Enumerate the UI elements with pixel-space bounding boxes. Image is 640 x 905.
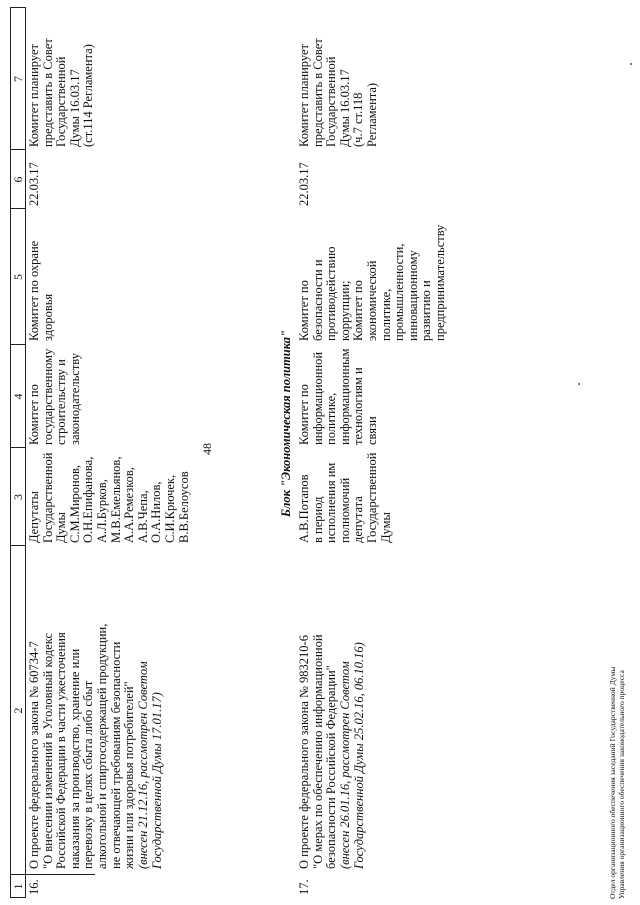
col-header-5: 5	[11, 274, 25, 280]
col-header-7: 7	[11, 76, 25, 82]
responsible-committee: Комитет по государственному строительству и законодательству	[27, 348, 82, 445]
col-1-border	[10, 874, 95, 875]
scan-speck	[578, 383, 580, 385]
col-header-1: 1	[11, 883, 25, 890]
bill-title: О проекте федерального закона № 60734-7 "О внесении изменений в Уголовный кодекс Российской Федерации в части ужесточения наказания за производство, хранение или перевозку в целях сбыта либо сбыт алкогольной и спиртосодержащей продукции, не отвечающей требованиям безопасности жизни или здоровья потребителей"	[27, 623, 137, 869]
responsible-committee: Комитет по информационной политике, информационным технологиям и связи	[297, 348, 379, 445]
bill-submission-info: (внесен 21.12.16, рассмотрен Советом Государственной Думы 17.01.17)	[136, 661, 164, 869]
row-number: 16.	[27, 879, 41, 895]
bill-title: О проекте федерального закона № 983210-6 "О мерах по обеспечению информационной безопасности Российской Федерации"	[297, 634, 339, 869]
col-header-6: 6	[11, 176, 25, 183]
row-note: Комитет планирует представить в Совет Государственной Думы 16.03.17 (ч.7 ст.118 Регламента)	[297, 38, 379, 147]
row-number: 17.	[297, 879, 311, 895]
col-header-4: 4	[11, 393, 25, 400]
scan-speck	[630, 63, 632, 65]
co-executor-committees: Комитет по охране здоровья	[27, 240, 55, 341]
col-header-2: 2	[11, 707, 25, 714]
bill-authors: Депутаты Государственной Думы С.М.Миронов, О.Н.Епифанова, А.Л.Бурков, М.В.Емельянов, А.А.Ремезков, А.В.Чепа, О.А.Нилов, С.И.Крючек, В.В.Белоусов	[27, 452, 191, 543]
col-header-3: 3	[11, 494, 25, 500]
block-title: Блок "Экономическая политика"	[279, 330, 293, 517]
bill-authors: А.В.Потапов в период исполнения им полномочий депутата Государственной Думы	[297, 452, 393, 543]
review-date: 22.03.17	[27, 162, 41, 206]
row-note: Комитет планирует представить в Совет Государственной Думы 16.03.17 (ст.114 Регламента)	[27, 38, 96, 147]
page-number: 48	[200, 443, 214, 455]
co-executor-committees: Комитет по безопасности и противодействию коррупции; Комитет по экономической политике, промышленности, инновационному развитию и предпринимательству	[297, 224, 447, 341]
bill-submission-info: (внесен 26.01.16, рассмотрен Советом Государственной Думы 25.02.16, 06.10.16)	[338, 642, 366, 869]
page-footer: Отдел организационного обеспечения заседаний Государственной Думы Управления организационного обеспечения законодательного процесса	[608, 666, 626, 899]
review-date: 22.03.17	[297, 162, 311, 206]
